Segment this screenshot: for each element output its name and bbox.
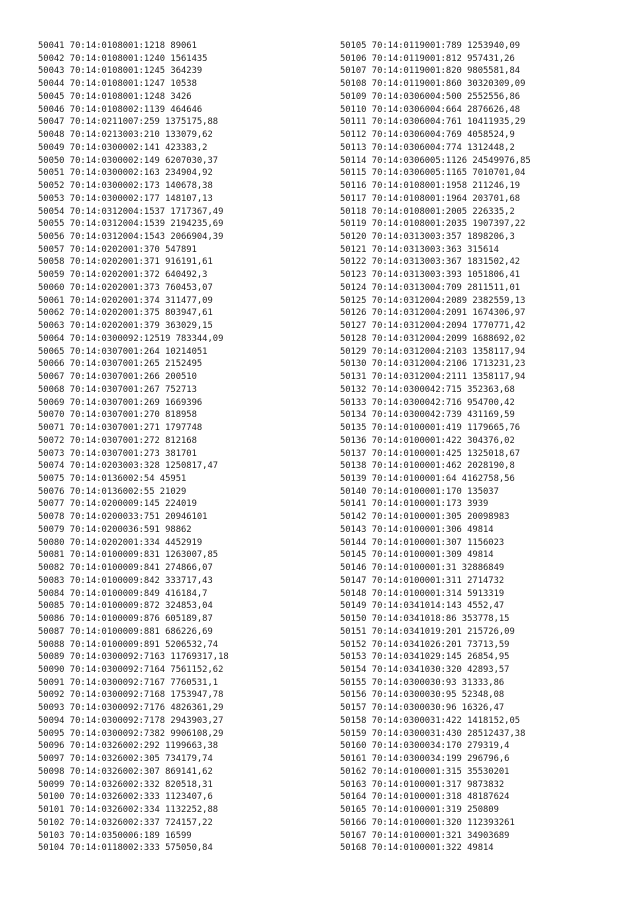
record-line: 50144 70:14:0100001:307 1156023 [340,537,505,548]
record-line: 50137 70:14:0100001:425 1325018,67 [340,448,521,459]
record-line: 50101 70:14:0326002:334 1132252,88 [38,805,219,816]
record-line: 50136 70:14:0100001:422 304376,02 [340,435,515,446]
record-line: 50165 70:14:0100001:319 250809 [340,805,499,816]
record-line: 50089 70:14:0300092:7163 11769317,18 [38,652,229,663]
record-line: 50050 70:14:0300002:149 6207030,37 [38,155,219,166]
record-line: 50048 70:14:0213003:210 133079,62 [38,130,213,141]
record-line: 50091 70:14:0300092:7167 7760531,1 [38,677,219,688]
record-line: 50064 70:14:0300092:12519 783344,09 [38,333,224,344]
record-line: 50098 70:14:0326002:307 869141,62 [38,766,213,777]
record-line: 50164 70:14:0100001:318 48187624 [340,792,510,803]
record-line: 50074 70:14:0203003:328 1250817,47 [38,461,219,472]
record-line: 50053 70:14:0300002:177 148107,13 [38,193,213,204]
record-line: 50093 70:14:0300092:7176 4826361,29 [38,703,224,714]
record-line: 50066 70:14:0307001:265 2152495 [38,359,203,370]
record-line: 50100 70:14:0326002:333 1123407,6 [38,792,213,803]
record-line: 50051 70:14:0300002:163 234904,92 [38,168,213,179]
record-line: 50063 70:14:0202001:379 363029,15 [38,321,213,332]
record-line: 50135 70:14:0100001:419 1179665,76 [340,423,521,434]
record-line: 50075 70:14:0136002:54 45951 [38,473,187,484]
record-line: 50103 70:14:0350006:189 16599 [38,830,192,841]
left-column [38,40,229,855]
record-line: 50131 70:14:0312004:2111 1358117,94 [340,372,526,383]
record-line: 50045 70:14:0108001:1248 3426 [38,91,192,102]
record-line: 50118 70:14:0108001:2005 226335,2 [340,206,515,217]
record-line: 50139 70:14:0100001:64 4162758,56 [340,473,515,484]
record-line: 50114 70:14:0306005:1126 24549976,85 [340,155,531,166]
record-line: 50133 70:14:0300042:716 954700,42 [340,397,515,408]
record-line: 50157 70:14:0300030:96 16326,47 [340,703,505,714]
record-line: 50117 70:14:0108001:1964 203701,68 [340,193,521,204]
record-line: 50041 70:14:0108001:1218 89061 [38,41,197,51]
record-line: 50155 70:14:0300030:93 31333,86 [340,677,505,688]
record-line: 50162 70:14:0100001:315 35530201 [340,766,510,777]
record-line: 50068 70:14:0307001:267 752713 [38,384,197,395]
record-line: 50095 70:14:0300092:7382 9906108,29 [38,728,224,739]
record-line: 50121 70:14:0313003:363 315614 [340,244,499,255]
record-line: 50167 70:14:0100001:321 34903689 [340,830,510,841]
record-line: 50119 70:14:0108001:2035 1907397,22 [340,219,526,230]
record-line: 50090 70:14:0300092:7164 7561152,62 [38,664,224,675]
record-line: 50158 70:14:0300031:422 1418152,05 [340,715,521,726]
record-line: 50056 70:14:0312004:1543 2066904,39 [38,232,224,243]
record-line: 50065 70:14:0307001:264 10214051 [38,346,208,357]
record-line: 50140 70:14:0100001:170 135037 [340,486,499,497]
record-line: 50134 70:14:0300042:739 431169,59 [340,410,515,421]
record-line: 50160 70:14:0300034:170 279319,4 [340,741,510,752]
record-line: 50099 70:14:0326002:332 820518,31 [38,779,213,790]
record-line: 50161 70:14:0300034:199 296796,6 [340,754,510,765]
record-line: 50147 70:14:0100001:311 2714732 [340,575,505,586]
record-line: 50166 70:14:0100001:320 112393261 [340,817,515,828]
record-line: 50049 70:14:0300002:141 423383,2 [38,142,208,153]
record-line: 50044 70:14:0108001:1247 10538 [38,79,197,90]
record-line: 50156 70:14:0300030:95 52348,08 [340,690,505,701]
record-line: 50083 70:14:0100009:842 333717,43 [38,575,213,586]
record-line: 50062 70:14:0202001:375 803947,61 [38,308,213,319]
record-line: 50102 70:14:0326002:337 724157,22 [38,817,213,828]
record-line: 50087 70:14:0100009:881 686226,69 [38,626,213,637]
record-line: 50116 70:14:0108001:1958 211246,19 [340,181,521,192]
record-line: 50143 70:14:0100001:306 49814 [340,524,494,535]
record-line: 50094 70:14:0300092:7178 2943903,27 [38,715,224,726]
record-line: 50069 70:14:0307001:269 1669396 [38,397,203,408]
record-line: 50106 70:14:0119001:812 957431,26 [340,53,515,64]
record-line: 50104 70:14:0118002:333 575050,84 [38,843,213,854]
record-line: 50125 70:14:0312004:2089 2382559,13 [340,295,526,306]
record-line: 50059 70:14:0202001:372 640492,3 [38,270,208,281]
record-line: 50073 70:14:0307001:273 381701 [38,448,197,459]
record-line: 50150 70:14:0341018:86 353778,15 [340,614,510,625]
record-line: 50124 70:14:0313004:709 2811511,01 [340,282,521,293]
record-line: 50061 70:14:0202001:374 311477,09 [38,295,213,306]
record-line: 50128 70:14:0312004:2099 1688692,02 [340,333,526,344]
record-line: 50163 70:14:0100001:317 9873832 [340,779,505,790]
record-line: 50127 70:14:0312004:2094 1770771,42 [340,321,526,332]
record-line: 50152 70:14:0341026:201 73713,59 [340,639,510,650]
record-line: 50142 70:14:0100001:305 20098983 [340,512,510,523]
record-line: 50052 70:14:0300002:173 140678,38 [38,181,213,192]
record-line: 50113 70:14:0306004:774 1312448,2 [340,142,515,153]
record-line: 50145 70:14:0100001:309 49814 [340,550,494,561]
record-line: 50085 70:14:0100009:872 324853,04 [38,601,213,612]
record-line: 50120 70:14:0313003:357 1898206,3 [340,232,515,243]
record-line: 50149 70:14:0341014:143 4552,47 [340,601,505,612]
record-line: 50110 70:14:0306004:664 2876626,48 [340,104,521,115]
record-line: 50042 70:14:0108001:1240 1561435 [38,53,208,64]
record-line: 50126 70:14:0312004:2091 1674306,97 [340,308,526,319]
record-line: 50123 70:14:0313003:393 1051806,41 [340,270,521,281]
record-line: 50058 70:14:0202001:371 916191,61 [38,257,213,268]
record-line: 50070 70:14:0307001:270 818958 [38,410,197,421]
record-line: 50081 70:14:0100009:831 1263007,85 [38,550,219,561]
record-line: 50047 70:14:0211007:259 1375175,88 [38,117,219,128]
record-line: 50076 70:14:0136002:55 21029 [38,486,187,497]
record-line: 50043 70:14:0108001:1245 364239 [38,66,203,77]
record-line: 50092 70:14:0300092:7168 1753947,78 [38,690,224,701]
record-line: 50141 70:14:0100001:173 3939 [340,499,489,510]
record-line: 50071 70:14:0307001:271 1797748 [38,423,203,434]
record-line: 50151 70:14:0341019:201 215726,09 [340,626,515,637]
record-line: 50055 70:14:0312004:1539 2194235,69 [38,219,224,230]
record-line: 50122 70:14:0313003:367 1831502,42 [340,257,521,268]
record-line: 50054 70:14:0312004:1537 1717367,49 [38,206,224,217]
record-line: 50146 70:14:0100001:31 32886849 [340,563,505,574]
record-line: 50111 70:14:0306004:761 10411935,29 [340,117,526,128]
record-line: 50108 70:14:0119001:860 30320309,09 [340,79,526,90]
record-line: 50088 70:14:0100009:891 5206532,74 [38,639,219,650]
record-line: 50168 70:14:0100001:322 49814 [340,843,494,854]
record-line: 50138 70:14:0100001:462 2028190,8 [340,461,515,472]
record-line: 50096 70:14:0326002:292 1199663,38 [38,741,219,752]
record-line: 50060 70:14:0202001:373 760453,07 [38,282,213,293]
record-line: 50080 70:14:0202001:334 4452919 [38,537,203,548]
record-line: 50129 70:14:0312004:2103 1358117,94 [340,346,526,357]
record-line: 50067 70:14:0307001:266 200510 [38,372,197,383]
right-column [340,40,531,855]
record-line: 50077 70:14:0200009:145 224019 [38,499,197,510]
record-line: 50154 70:14:0341030:320 42893,57 [340,664,510,675]
record-line: 50109 70:14:0306004:500 2552556,86 [340,91,521,102]
record-line: 50057 70:14:0202001:370 547891 [38,244,197,255]
record-line: 50082 70:14:0100009:841 274866,07 [38,563,213,574]
record-line: 50148 70:14:0100001:314 5913319 [340,588,505,599]
record-line: 50086 70:14:0100009:876 605189,87 [38,614,213,625]
record-line: 50084 70:14:0100009:849 416184,7 [38,588,208,599]
record-line: 50105 70:14:0119001:789 1253940,09 [340,41,521,51]
record-line: 50078 70:14:0200033:751 20946101 [38,512,208,523]
record-line: 50107 70:14:0119001:820 9805581,84 [340,66,521,77]
record-line: 50112 70:14:0306004:769 4058524,9 [340,130,515,141]
record-line: 50132 70:14:0300042:715 352363,68 [340,384,515,395]
record-line: 50159 70:14:0300031:430 28512437,38 [340,728,526,739]
record-line: 50046 70:14:0108002:1139 464646 [38,104,203,115]
record-line: 50115 70:14:0306005:1165 7010701,04 [340,168,526,179]
record-line: 50153 70:14:0341029:145 26854,95 [340,652,510,663]
record-line: 50072 70:14:0307001:272 812168 [38,435,197,446]
record-line: 50130 70:14:0312004:2106 1713231,23 [340,359,526,370]
record-line: 50079 70:14:0200036:591 98862 [38,524,192,535]
record-line: 50097 70:14:0326002:305 734179,74 [38,754,213,765]
